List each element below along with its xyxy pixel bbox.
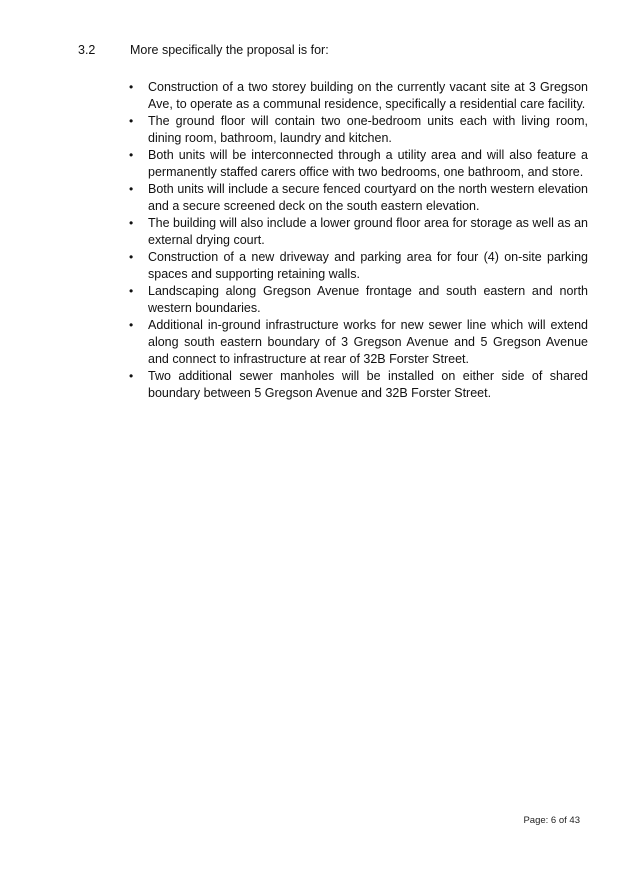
section-title: More specifically the proposal is for: xyxy=(130,43,329,57)
list-item-text: Landscaping along Gregson Avenue frontage and south eastern and north western boundaries. xyxy=(148,284,588,315)
bullet-icon: • xyxy=(129,216,134,230)
page-number: Page: 6 of 43 xyxy=(523,815,580,826)
list-item-text: Both units will be interconnected through a utility area and will also feature a permanently staffed carers office with two bedrooms, one bathroom, and store. xyxy=(148,148,588,179)
list-item-text: Two additional sewer manholes will be installed on either side of shared boundary between 5 Gregson Avenue and 32B Forster Street. xyxy=(148,369,588,400)
list-item xyxy=(129,181,588,215)
bullet-icon: • xyxy=(129,148,134,162)
list-item xyxy=(129,147,588,181)
list-item xyxy=(129,215,588,249)
proposal-bullet-list xyxy=(78,79,588,402)
bullet-icon: • xyxy=(129,80,134,94)
bullet-icon: • xyxy=(129,182,134,196)
list-item xyxy=(129,113,588,147)
list-item-text: The building will also include a lower ground floor area for storage as well as an external drying court. xyxy=(148,216,588,247)
list-item-text: Construction of a new driveway and parking area for four (4) on-site parking spaces and supporting retaining walls. xyxy=(148,250,588,281)
list-item-text: Construction of a two storey building on the currently vacant site at 3 Gregson Ave, to operate as a communal residence, specifically a residential care facility. xyxy=(148,80,588,111)
bullet-icon: • xyxy=(129,250,134,264)
section-3-2 xyxy=(78,42,588,402)
bullet-icon: • xyxy=(129,369,134,383)
list-item-text: Both units will include a secure fenced courtyard on the north western elevation and a secure screened deck on the south eastern elevation. xyxy=(148,182,588,213)
list-item xyxy=(129,283,588,317)
section-heading xyxy=(78,42,588,59)
bullet-icon: • xyxy=(129,318,134,332)
list-item xyxy=(129,368,588,402)
list-item xyxy=(129,249,588,283)
list-item-text: The ground floor will contain two one-bedroom units each with living room, dining room, bathroom, laundry and kitchen. xyxy=(148,114,588,145)
bullet-icon: • xyxy=(129,284,134,298)
bullet-icon: • xyxy=(129,114,134,128)
section-number: 3.2 xyxy=(78,43,96,57)
list-item-text: Additional in-ground infrastructure works for new sewer line which will extend along south eastern boundary of 3 Gregson Avenue and 5 Gregson Avenue and connect to infrastructure at rear of 32B Forster Street. xyxy=(148,318,588,366)
list-item xyxy=(129,317,588,368)
list-item xyxy=(129,79,588,113)
